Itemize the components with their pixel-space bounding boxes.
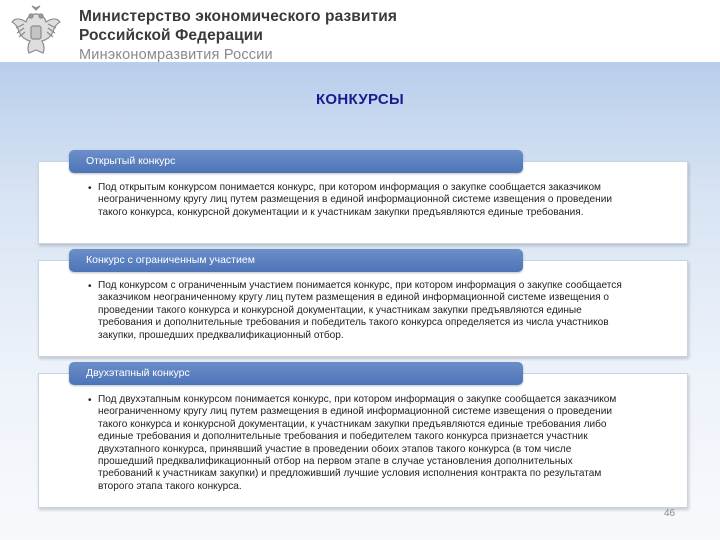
page-number: 46 [664, 508, 676, 519]
coat-of-arms-icon [10, 4, 62, 58]
section-two-stage-tender-heading: Двухэтапный конкурс [69, 362, 523, 385]
section-two-stage-tender-text: Под двухэтапным конкурсом понимается конкурс, при котором информация о закупке сообщается заказчиком неограниченному кругу лиц путем размещения в единой информационной системе извещения о проведении такого конкурса и конкурсной документации, к участникам закупки предъявляются единые требования либо единые требования и дополнительные требования и победителем такого конкурса признается участник двухэтапного конкурса, принявший участие в проведении обоих этапов такого конкурса (в том числе прошедший предквалификационный отбор на первом этапе в случае установления дополнительных требований к участникам закупки) и предложивший лучшие условия исполнения контракта по результатам второго этапа такого конкурса. [98, 394, 617, 492]
slide-title: КОНКУРСЫ [315, 91, 405, 108]
ministry-name-line2: Российской Федерации [79, 27, 263, 44]
slide-header [0, 0, 720, 62]
bullet-icon: • [88, 281, 92, 292]
section-limited-tender-heading: Конкурс с ограниченным участием [69, 249, 523, 272]
section-limited-tender-text: Под конкурсом с ограниченным участием понимается конкурс, при котором информация о закупке сообщается заказчиком неограниченному кругу лиц путем размещения в единой информационной системе извещения о проведении такого конкурса и конкурсной документации, к участникам закупки предъявляются единые требования и дополнительные требования и победитель такого конкурса определяется из числа участников закупки, прошедших предквалификационный отбор. [98, 280, 622, 341]
ministry-short-name: Минэкономразвития России [79, 47, 273, 63]
section-open-tender-text: Под открытым конкурсом понимается конкурс, при котором информация о закупке сообщается заказчиком неограниченному кругу лиц путем размещения в единой информационной системе извещения о проведении такого конкурса, конкурсной документации и к участникам закупки предъявляются единые требования. [98, 182, 613, 218]
ministry-name-line1: Министерство экономического развития [79, 8, 398, 25]
bullet-icon: • [88, 395, 92, 406]
ministry-name [79, 7, 397, 65]
section-open-tender-heading: Открытый конкурс [69, 150, 523, 173]
bullet-icon: • [88, 183, 92, 194]
